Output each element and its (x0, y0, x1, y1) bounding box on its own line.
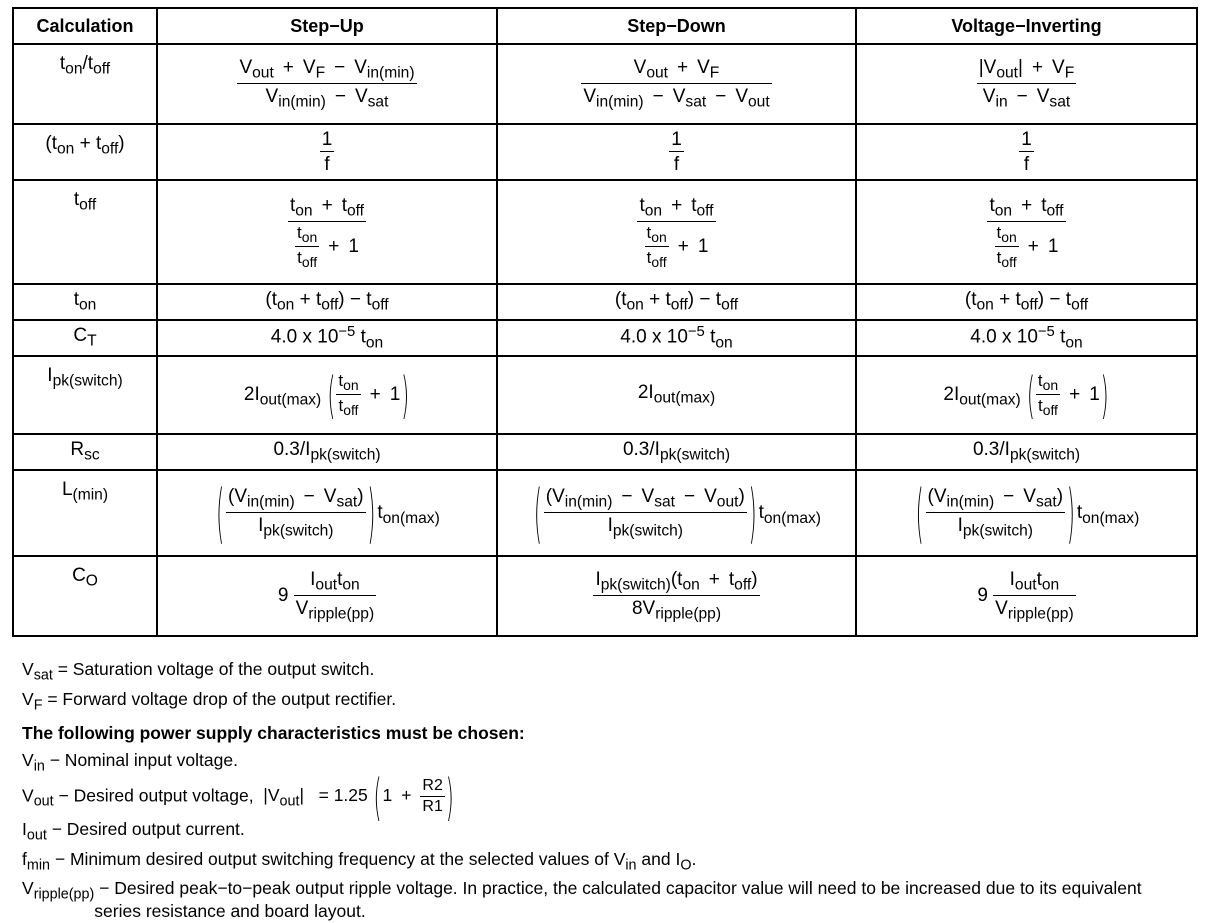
step-up-co-formula: 9 $I_{out}t_{on}$ $V_{ripple(pp)}$ (157, 556, 497, 636)
row-toff (13, 180, 1197, 284)
row-label-period: $(t_{on} + t_{off})$ (13, 124, 157, 180)
row-label-ton-toff: $t_{on}/t_{off}$ (13, 44, 157, 124)
step-down-period-formula: $\frac{1}{f}$ (497, 124, 856, 180)
inverting-ct-formula: 4.0 x $10^{-5}$ $t_{on}$ (856, 320, 1197, 356)
notes-heading: The following power supply characteristics must be chosen: (22, 722, 525, 743)
inverting-toff-formula: $t_{on} + t_{off}$ $t_{on}$ $t_{off}$ + 1 (856, 180, 1197, 284)
inverting-lmin-formula: ( $(V_{in(min)} - V_{sat})$ $I_{pk(switch)}$ ) $t_{on(max)}$ (856, 470, 1197, 556)
inverting-rsc-formula: $0.3/I_{pk(switch)}$ (856, 434, 1197, 470)
inverting-ton-toff-formula: $|V_{out}| + V_F$ $V_{in} - V_{sat}$ (856, 44, 1197, 124)
step-down-toff-formula: $t_{on} + t_{off}$ $t_{on}$ $t_{off}$ + 1 (497, 180, 856, 284)
notes-section (22, 657, 1192, 923)
note-vf: $V_F$ = Forward voltage drop of the output rectifier. (22, 689, 397, 714)
step-up-ipk-formula: $2I_{out(max)}$ ( $t_{on}$ $t_{off}$ + 1) (157, 356, 497, 434)
calculation-table-wrap (12, 7, 1198, 637)
row-label-ipk-switch: $I_{pk(switch)}$ (13, 356, 157, 434)
step-down-ct-formula: 4.0 x $10^{-5}$ $t_{on}$ (497, 320, 856, 356)
row-label-ton: $t_{on}$ (13, 284, 157, 320)
row-period (13, 124, 1197, 180)
note-vout: $V_{out}$ − Desired output voltage, $|V_{out}|$ = 1.25 (1 + $\frac{R2}{R1}$ ) (22, 766, 454, 827)
calculation-table (12, 7, 1198, 637)
step-down-rsc-formula: $0.3/I_{pk(switch)}$ (497, 434, 856, 470)
step-up-rsc-formula: $0.3/I_{pk(switch)}$ (157, 434, 497, 470)
row-co (13, 556, 1197, 636)
vout-equation: $|V_{out}|$ = 1.25 (1 + $\frac{R2}{R1}$ ) (263, 766, 454, 827)
step-up-ct-formula: 4.0 x $10^{-5}$ $t_{on}$ (157, 320, 497, 356)
inverting-ipk-formula: $2I_{out(max)}$ ( $t_{on}$ $t_{off}$ + 1) (856, 356, 1197, 434)
step-down-ton-toff-formula: $V_{out} + V_F$ $V_{in(min)} - V_{sat} - V_{out}$ (497, 44, 856, 124)
note-vripple: $V_{ripple(pp)}$ − Desired peak−to−peak output ripple voltage. In practice, the calculated capacitor value will need to be increased due to its equivalent series resistance and board layout. (22, 878, 1147, 922)
inverting-co-formula: 9 $I_{out}t_{on}$ $V_{ripple(pp)}$ (856, 556, 1197, 636)
header-calculation: Calculation (13, 8, 157, 44)
row-ct (13, 320, 1197, 356)
row-label-rsc: $R_{sc}$ (13, 434, 157, 470)
step-down-ipk-formula: $2I_{out(max)}$ (497, 356, 856, 434)
note-iout: $I_{out}$ − Desired output current. (22, 818, 245, 843)
row-ipk-switch (13, 356, 1197, 434)
step-up-ton-formula: $(t_{on} + t_{off}) - t_{off}$ (157, 284, 497, 320)
note-vsat: $V_{sat}$ = Saturation voltage of the output switch. (22, 659, 375, 684)
step-down-co-formula: $I_{pk(switch)}(t_{on} + t_{off})$ $8V_{ripple(pp)}$ (497, 556, 856, 636)
inverting-ton-formula: $(t_{on} + t_{off}) - t_{off}$ (856, 284, 1197, 320)
header-voltage-inverting: Voltage−Inverting (856, 8, 1197, 44)
row-ton-toff (13, 44, 1197, 124)
step-up-toff-formula: $t_{on} + t_{off}$ $t_{on}$ $t_{off}$ + 1 (157, 180, 497, 284)
header-step-up: Step−Up (157, 8, 497, 44)
step-down-ton-formula: $(t_{on} + t_{off}) - t_{off}$ (497, 284, 856, 320)
inverting-period-formula: $\frac{1}{f}$ (856, 124, 1197, 180)
row-label-ct: $C_T$ (13, 320, 157, 356)
note-fmin: $f_{min}$ − Minimum desired output switching frequency at the selected values of $V_{in}$ and $I_O$. (22, 848, 697, 874)
note-vin: $V_{in}$ − Nominal input voltage. (22, 749, 238, 774)
row-ton (13, 284, 1197, 320)
step-down-lmin-formula: ( $(V_{in(min)} - V_{sat} - V_{out})$ $I_{pk(switch)}$ ) $t_{on(max)}$ (497, 470, 856, 556)
step-up-lmin-formula: ( $(V_{in(min)} - V_{sat})$ $I_{pk(switch)}$ ) $t_{on(max)}$ (157, 470, 497, 556)
header-step-down: Step−Down (497, 8, 856, 44)
row-label-toff: $t_{off}$ (13, 180, 157, 284)
header-row (13, 8, 1197, 44)
row-label-lmin: $L_{(min)}$ (13, 470, 157, 556)
row-rsc (13, 434, 1197, 470)
row-label-co: $C_O$ (13, 556, 157, 636)
row-lmin (13, 470, 1197, 556)
step-up-ton-toff-formula: $V_{out} + V_F - V_{in(min)}$ $V_{in(min)} - V_{sat}$ (157, 44, 497, 124)
step-up-period-formula: $\frac{1}{f}$ (157, 124, 497, 180)
